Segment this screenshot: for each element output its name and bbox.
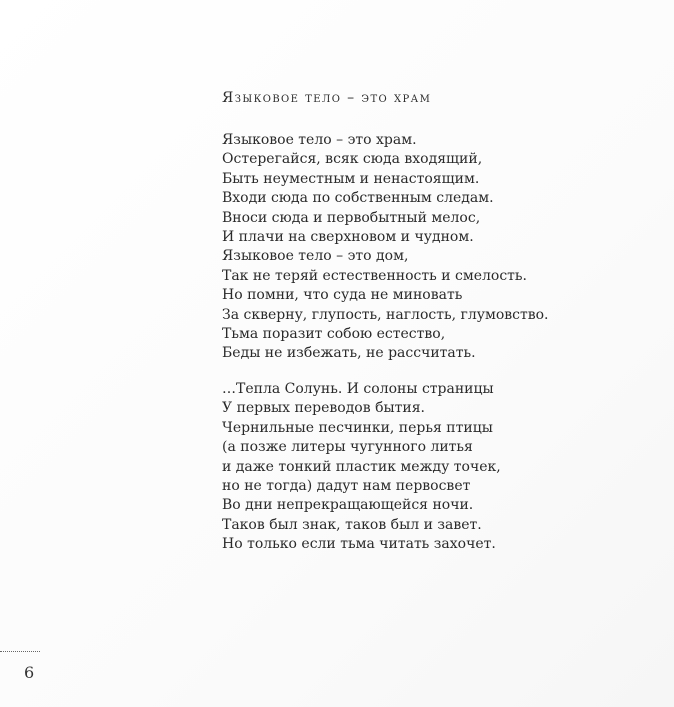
poem-line: …Тепла Солунь. И солоны страницы xyxy=(222,381,494,397)
poem-title: Языковое тело – это храм xyxy=(222,90,432,106)
poem-line: За скверну, глупость, наглость, глумовство. xyxy=(222,306,549,323)
poem-line: Но помни, что суда не миновать xyxy=(222,287,463,304)
poem-line: но не тогда) дадут нам первосвет xyxy=(222,478,471,495)
page-number: 6 xyxy=(24,663,35,682)
poem-line: Беды не избежать, не рассчитать. xyxy=(222,345,476,362)
poem-line: Языковое тело – это храм. xyxy=(222,132,417,148)
stanza-1 xyxy=(222,131,549,364)
poem-line: Так не теряй естественность и смелость. xyxy=(222,267,527,284)
poem-line: и даже тонкий пластик между точек, xyxy=(222,458,501,475)
poem-line: Входи сюда по собственным следам. xyxy=(222,190,494,207)
poem-line: (а позже литеры чугунного литья xyxy=(222,439,473,456)
page-number-divider xyxy=(0,651,40,652)
poem-line: Остерегайся, всяк сюда входящий, xyxy=(222,151,483,168)
stanza-2 xyxy=(222,380,501,555)
poem-line: У первых переводов бытия. xyxy=(222,400,425,417)
poem-line: Таков был знак, таков был и завет. xyxy=(222,516,482,533)
poem-line: Чернильные песчинки, перья птицы xyxy=(222,419,493,436)
poem-line: И плачи на сверхновом и чудном. xyxy=(222,229,474,246)
poem-line: Во дни непрекращающейся ночи. xyxy=(222,497,474,514)
poem-line: Тьма поразит собою естество, xyxy=(222,326,446,343)
poem-line: Но только если тьма читать захочет. xyxy=(222,536,496,553)
poem-line: Быть неуместным и ненастоящим. xyxy=(222,170,480,187)
poem-line: Вноси сюда и первобытный мелос, xyxy=(222,209,481,226)
poem-line: Языковое тело – это дом, xyxy=(222,248,409,265)
